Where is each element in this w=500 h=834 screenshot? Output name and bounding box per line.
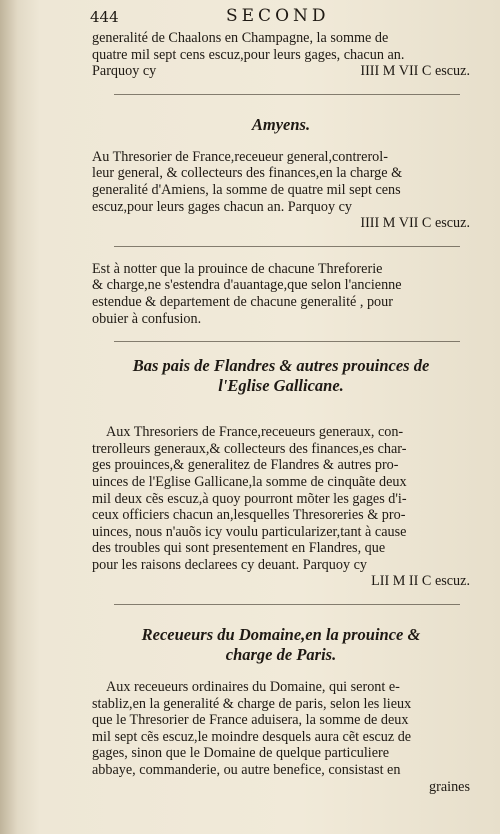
text-line: leur general, & collecteurs des finances,en la charge & bbox=[92, 165, 403, 182]
text-line: mil sept cẽs escuz,le moindre desquels aura cẽt escuz de bbox=[92, 728, 412, 745]
text-line: pour les raisons declarees cy deuant. Parquoy cy bbox=[92, 556, 367, 573]
section-heading: charge de Paris. bbox=[225, 645, 337, 665]
text-line: quatre mil sept cens escuz,pour leurs gages, chacun an. bbox=[92, 46, 405, 63]
text-line: ges prouinces,& generalitez de Flandres & autres pro- bbox=[92, 457, 399, 474]
page-number: 444 bbox=[90, 8, 119, 26]
section-divider bbox=[114, 246, 460, 247]
paragraph-amyens bbox=[92, 149, 470, 232]
text-line: escuz,pour leurs gages chacun an. Parquoy cy bbox=[92, 198, 353, 215]
text-line: que le Thresorier de France aduisera, la somme de deux bbox=[92, 712, 409, 729]
text-line: generalité d'Amiens, la somme de quatre mil sept cens bbox=[92, 181, 401, 198]
text-line: mil deux cẽs escuz,à quoy pourront mõter les gages d'i- bbox=[92, 490, 407, 507]
text-line: Aux Thresoriers de France,receueurs generaux, con- bbox=[106, 424, 404, 441]
total-label: Parquoy cy bbox=[92, 63, 157, 80]
total-amount: IIII M VII C escuz. bbox=[360, 215, 470, 232]
text-line: Aux receueurs ordinaires du Domaine, qui seront e- bbox=[106, 679, 400, 696]
text-line: Au Thresorier de France,receueur general,contrerol- bbox=[92, 148, 388, 165]
section-divider bbox=[114, 341, 460, 342]
text-line: & charge,ne s'estendra d'auantage,que selon l'ancienne bbox=[92, 277, 402, 294]
text-line: Est à notter que la prouince de chacune Threforerie bbox=[92, 260, 383, 277]
paragraph-chaalons bbox=[92, 30, 470, 80]
text-line: ceux officiers chacun an,lesquelles Thresoreries & pro- bbox=[92, 507, 406, 524]
total-amount: IIII M VII C escuz. bbox=[360, 63, 470, 80]
page-gutter bbox=[0, 0, 18, 834]
total-line bbox=[92, 63, 470, 80]
text-line: gages, sinon que le Domaine de quelque particuliere bbox=[92, 745, 390, 762]
paragraph-flandres bbox=[92, 424, 470, 590]
section-divider bbox=[114, 604, 460, 605]
text-line: trerolleurs generaux,& collecteurs des finances,es char- bbox=[92, 440, 407, 457]
text-line: generalité de Chaalons en Champagne, la somme de bbox=[92, 30, 389, 46]
page-body bbox=[92, 30, 470, 795]
section-heading: Amyens. bbox=[251, 114, 311, 134]
text-line: stabliz,en la generalité & charge de paris, selon les lieux bbox=[92, 695, 412, 712]
section-heading: Bas pais de Flandres & autres prouinces de bbox=[132, 356, 430, 376]
paragraph-domaine bbox=[92, 679, 470, 795]
text-line: abbaye, commanderie, ou autre benefice, consistast en bbox=[92, 762, 401, 779]
catchword: graines bbox=[429, 778, 470, 795]
paragraph-note bbox=[92, 261, 470, 327]
section-heading: l'Eglise Gallicane. bbox=[218, 376, 344, 396]
text-line: uinces, nous n'auõs icy voulu particularizer,tant à cause bbox=[92, 523, 407, 540]
section-heading: Receueurs du Domaine,en la prouince & bbox=[141, 625, 421, 645]
total-amount: LII M II C escuz. bbox=[371, 573, 470, 590]
text-line: uinces de l'Eglise Gallicane,la somme de cinquãte deux bbox=[92, 473, 407, 490]
page-header bbox=[90, 8, 470, 28]
running-title: SECOND bbox=[226, 6, 330, 26]
section-divider bbox=[114, 94, 460, 95]
text-line: estendue & departement de chacune generalité , pour bbox=[92, 293, 393, 310]
text-line: obuier à confusion. bbox=[92, 310, 202, 327]
text-line: des troubles qui sont presentement en Flandres, que bbox=[92, 540, 386, 557]
